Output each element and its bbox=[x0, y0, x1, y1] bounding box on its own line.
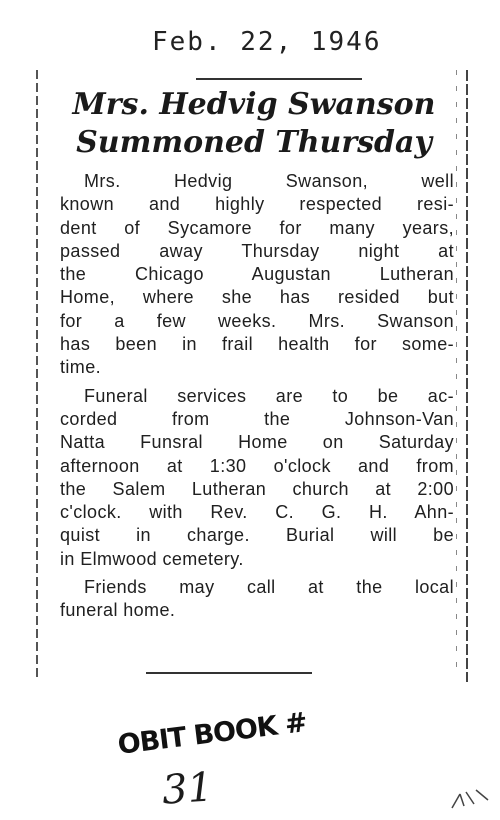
paragraph-1 bbox=[60, 170, 454, 380]
body-line: time. bbox=[60, 357, 102, 378]
body-line: known and highly respected resi- bbox=[60, 194, 454, 215]
paragraph-2 bbox=[60, 385, 454, 571]
body-line: for a few weeks. Mrs. Swanson bbox=[60, 310, 454, 331]
clipping-left-edge bbox=[36, 70, 38, 680]
headline-line-2: Summoned Thursday bbox=[76, 125, 432, 160]
body-line: Natta Funsral Home on Saturday bbox=[60, 432, 454, 453]
body-line: Mrs. Hedvig Swanson, well bbox=[84, 171, 454, 191]
clipping-date: Feb. 22, 1946 bbox=[152, 27, 382, 57]
body-line: dent of Sycamore for many years, bbox=[60, 217, 454, 238]
body-line: the Salem Lutheran church at 2:00 bbox=[60, 478, 454, 499]
body-line: corded from the Johnson-Van bbox=[60, 408, 454, 429]
body-line: afternoon at 1:30 o'clock and from bbox=[60, 455, 454, 476]
obituary-body bbox=[60, 170, 454, 623]
paragraph-3 bbox=[60, 576, 454, 623]
body-line: Funeral services are to be ac- bbox=[84, 385, 454, 406]
body-line: quist in charge. Burial will be bbox=[60, 525, 454, 546]
pencil-mark-icon bbox=[448, 786, 492, 812]
body-line: Home, where she has resided but bbox=[60, 287, 454, 308]
handwritten-book-number: 31 bbox=[160, 764, 215, 814]
body-line: the Chicago Augustan Lutheran bbox=[60, 264, 454, 285]
body-line: passed away Thursday night at bbox=[60, 240, 454, 261]
clipping-right-edge bbox=[466, 70, 468, 682]
top-divider bbox=[196, 78, 362, 80]
body-line: in Elmwood cemetery. bbox=[60, 548, 244, 569]
obituary-headline bbox=[44, 86, 464, 162]
headline-line-1: Mrs. Hedvig Swanson bbox=[72, 87, 436, 122]
obit-book-stamp: OBIT BOOK # bbox=[116, 706, 309, 761]
body-line: Friends may call at the local bbox=[84, 577, 454, 598]
body-line: funeral home. bbox=[60, 600, 176, 621]
body-line: has been in frail health for some- bbox=[60, 334, 454, 355]
bottom-divider bbox=[146, 672, 312, 674]
body-line: c'clock. with Rev. C. G. H. Ahn- bbox=[60, 502, 454, 523]
